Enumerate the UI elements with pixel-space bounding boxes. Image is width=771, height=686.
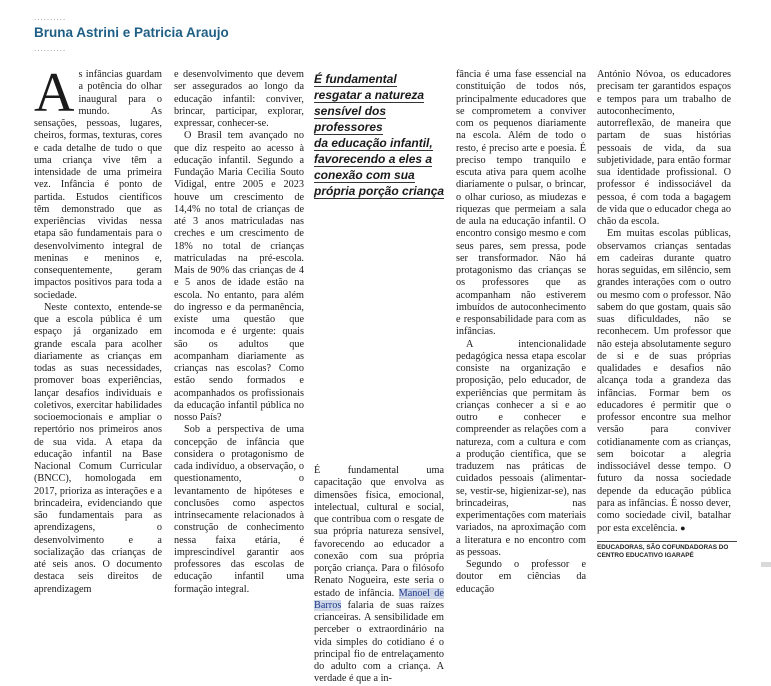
article-column-1 [34, 62, 162, 596]
article-paragraph: António Nóvoa, os educadores precisam ter garantidos espaços e tempos para um trabalho de autoconhecimento, autorreflexão, de maneira que partam de suas histórias pessoais de vida, da sua subjetividade, para então formar sua identidade profissional. O professor é indissociável da pessoa, é com toda a bagagem de vida que o educador chega ao chão da escola. [597, 69, 731, 227]
article-column-4 [456, 69, 586, 596]
header-dots-top: .......... [34, 13, 67, 22]
pull-quote-line: É fundamental [314, 72, 397, 86]
highlighted-name[interactable]: Manoel de Barros [314, 587, 444, 611]
article-column-2 [174, 69, 304, 596]
pull-quote-line: própria porção criança [314, 184, 445, 198]
article-paragraph [597, 228, 731, 535]
article-paragraph: Neste contexto, entende-se que a escola pública é um espaço já organizado em grande escala para acolher diariamente as crianças em todas as suas necessidades, promover boas experiências, lançar desafios individuais e coletivos, exercitar habilidades socioemocionais e ampliar o repertório nos primeiros anos de sua vida. A etapa da educação infantil na Base Nacional Comum Curricular (BNCC), homologada em 2017, prioriza as interações e a brincadeira, evidenciando que são fundamentais para as aprendizagens, o desenvolvimento e a socialização das crianças de até seis anos. O documento destaca seis direitos de aprendizagem [34, 301, 162, 595]
article-paragraph: As infâncias guardam a potência do olhar inaugural para o mundo. As sensações, pessoas, lugares, cheiros, formas, texturas, cores e cada detalhe de tudo o que uma criança vive têm a intensidade de uma primeira vez. Infância é ponto de partida. Estudos científicos têm demonstrado que as experiências vividas nessa etapa são fundamentais para o desenvolvimento integral de meninas e meninos e, consequentemente, geram impactos positivos para toda a sociedade. [34, 62, 162, 301]
author-byline: Bruna Astrini e Patricia Araujo [34, 25, 229, 40]
article-paragraph: Sob a perspectiva de uma concepção de infância que considera o protagonismo de cada indivíduo, a observação, o questionamento, o levantamento de hipóteses e conclusões como aspectos intrinsecamente relacionados à construção de conhecimento nessa faixa etária, é imprescindível garantir aos professores das escolas de educação infantil uma formação integral. [174, 424, 304, 595]
article-paragraph: fância é uma fase essencial na constituição de todos nós, principalmente educadores que se comprometem a conviver com os pequenos diariamente na escola. Além de todo o resto, é preciso arte e poesia. É preciso tempo tranquilo e escuta ativa para quem acolhe diariamente o pulsar, o brincar, o olhar curioso, as miudezas e riquezas que permeiam a sala de aula na educação infantil. O encontro consigo mesmo e com seus pares, sem pressa, pode ser transformador. Não há protagonismo das crianças se os professores que as acompanham não estiverem imbuídos de autoconhecimento e responsabilidade para com as infâncias. [456, 69, 586, 338]
article-paragraph: A intencionalidade pedagógica nessa etapa escolar consiste na organização e proposição, pelo educador, de experiências que permitam às crianças conhecer a si e ao outro e conhecer e compreender as relações com a natureza, com a cultura e com a produção científica, que se traduzem nas práticas de cuidados pessoais (alimentar-se, vestir-se, higienizar-se), nas brincadeiras, nas experimentações com materiais variados, na aproximação com a literatura e no encontro com as pessoas. [456, 338, 586, 558]
pull-quote [314, 71, 446, 199]
article-column-3 [314, 465, 444, 686]
text-run: falaria de suas raízes crianceiras. A sensibilidade em perceber o extraordinário na vida simples do cotidiano é o principal fio de entrelaçamento do adulto com a criança. A verdade é que a in- [314, 599, 444, 685]
pull-quote-line: conexão com sua [314, 168, 415, 182]
text-run: Em muitas escolas públicas, observamos crianças sentadas em cadeiras durante quatro horas seguidas, em silêncio, sem grandes interações com o outro ou mesmo com o professor. Não sabem do que gostam, quais são suas dificuldades, não se reconhecem. Um professor que não esteja absolutamente seguro de si e de suas próprias qualidades e desafios não alcança toda a grandeza das infâncias. Formar bem os educadores é permitir que o professor encontre sua melhor versão para conviver cotidianamente com as crianças, sem boicotar a alegria indissociável desse tempo. O futuro da nossa sociedade depende da educação pública para as infâncias. É nosso dever, como sociedade civil, batalhar por esta excelência. [597, 228, 731, 535]
pull-quote-line: favorecendo a eles a [314, 152, 433, 166]
article-column-5 [597, 69, 731, 536]
page-edge [761, 562, 771, 567]
article-paragraph: O Brasil tem avançado no que diz respeito ao acesso à educação infantil. Segundo a Fundação Maria Cecilia Souto Vidigal, entre 2005 e 2023 houve um crescimento de 14,4% no total de crianças de até 3 anos matriculadas nas creches e um crescimento de 18% no total de crianças matriculadas na pré-escola. Mais de 90% das crianças de 4 e 5 anos de idade estão na escola. No entanto, para além do ingresso e da permanência, existe uma questão que incomoda e é urgente: quais são os adultos que acompanham diariamente as crianças nas escolas? Como estão sendo formados e acompanhados os profissionais da educação infantil pública no nosso País? [174, 130, 304, 423]
author-credit: EDUCADORAS, SÃO COFUNDADORAS DO CENTRO EDUCATIVO IGARAPÉ [597, 541, 737, 560]
article-paragraph: e desenvolvimento que devem ser assegurados ao longo da educação infantil: conviver, brincar, participar, explorar, expressar, conhecer-se. [174, 69, 304, 129]
end-mark-icon: ● [680, 523, 686, 534]
pull-quote-line: sensível dos professores [314, 104, 387, 134]
header-dots-bottom: .......... [34, 44, 67, 53]
article-paragraph [314, 465, 444, 686]
text-run: É fundamental uma capacitação que envolva as dimensões física, emocional, intelectual, cultural e social, que contribua com o resgate de sua própria natureza sensível, favorecendo ao educador a conexão com sua própria porção criança. Para o filósofo Renato Nogueira, este seria o estado de infância. [314, 465, 444, 599]
article-paragraph: Segundo o professor e doutor em ciências da educação [456, 559, 586, 595]
pull-quote-line: da educação infantil, [314, 136, 433, 150]
pull-quote-line: resgatar a natureza [314, 88, 425, 102]
